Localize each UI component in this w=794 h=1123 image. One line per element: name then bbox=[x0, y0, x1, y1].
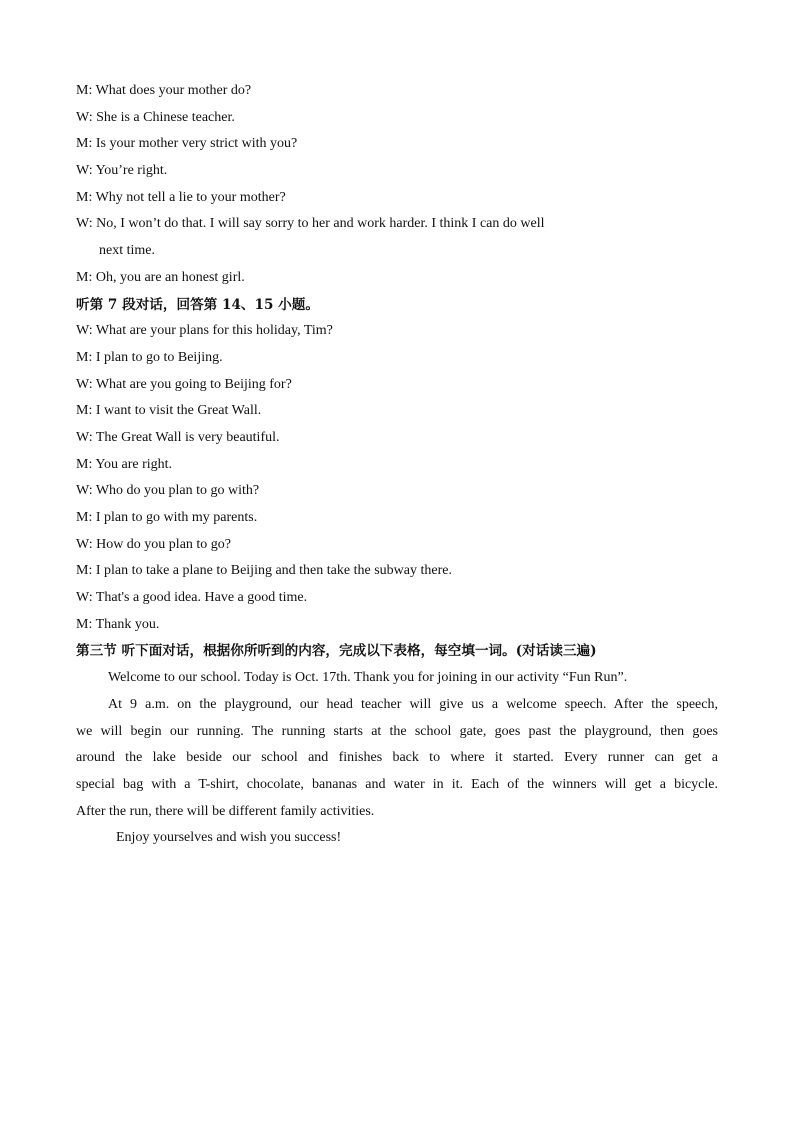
dialogue-line: M: I plan to go to Beijing. bbox=[76, 349, 223, 365]
dialogue-line: W: You’re right. bbox=[76, 163, 168, 179]
dialogue-line: M: I want to visit the Great Wall. bbox=[76, 403, 262, 419]
passage-line: After the run, there will be different family activities. bbox=[76, 803, 375, 819]
dialogue-line: M: Why not tell a lie to your mother? bbox=[76, 189, 286, 205]
dialogue-line: M: Is your mother very strict with you? bbox=[76, 136, 298, 152]
dialogue-line: W: What are you going to Beijing for? bbox=[76, 376, 292, 392]
section-7-heading: 听第 7 段对话，回答第 14、15 小题。 bbox=[76, 296, 319, 313]
dialogue-line: W: How do you plan to go? bbox=[76, 536, 232, 552]
dialogue-line: M: What does your mother do? bbox=[76, 83, 252, 98]
part-3-heading: 第三节 听下面对话，根据你所听到的内容，完成以下表格，每空填一词。(对话读三遍) bbox=[76, 643, 597, 660]
dialogue-line: W: What are your plans for this holiday, Tim? bbox=[76, 323, 333, 339]
passage-line: At 9 a.m. on the playground, our head teacher will give us a welcome speech. After the speech, bbox=[108, 696, 718, 712]
dialogue-line: W: That's a good idea. Have a good time. bbox=[76, 590, 308, 606]
passage-line: Welcome to our school. Today is Oct. 17th. Thank you for joining in our activity “Fun Run”. bbox=[108, 670, 628, 686]
dialogue-line-continuation: next time. bbox=[99, 243, 155, 259]
dialogue-line: W: The Great Wall is very beautiful. bbox=[76, 429, 280, 445]
dialogue-line: W: No, I won’t do that. I will say sorry to her and work harder. I think I can do well bbox=[76, 216, 545, 232]
dialogue-line: W: She is a Chinese teacher. bbox=[76, 109, 235, 125]
passage-closing-line: Enjoy yourselves and wish you success! bbox=[116, 830, 342, 846]
dialogue-line: M: I plan to take a plane to Beijing and then take the subway there. bbox=[76, 563, 452, 579]
dialogue-line: M: Thank you. bbox=[76, 616, 160, 632]
passage-line: we will begin our running. The running starts at the school gate, goes past the playground, then goes bbox=[76, 723, 718, 739]
passage-line: special bag with a T-shirt, chocolate, bananas and water in it. Each of the winners will get a bicycle. bbox=[76, 776, 718, 792]
listening-transcript bbox=[76, 78, 718, 852]
dialogue-line: M: I plan to go with my parents. bbox=[76, 510, 258, 525]
passage-line: around the lake beside our school and finishes back to where it started. Every runner can get a bbox=[76, 750, 718, 766]
dialogue-line: M: Oh, you are an honest girl. bbox=[76, 269, 245, 285]
dialogue-line: W: Who do you plan to go with? bbox=[76, 483, 260, 499]
dialogue-line: M: You are right. bbox=[76, 456, 173, 472]
